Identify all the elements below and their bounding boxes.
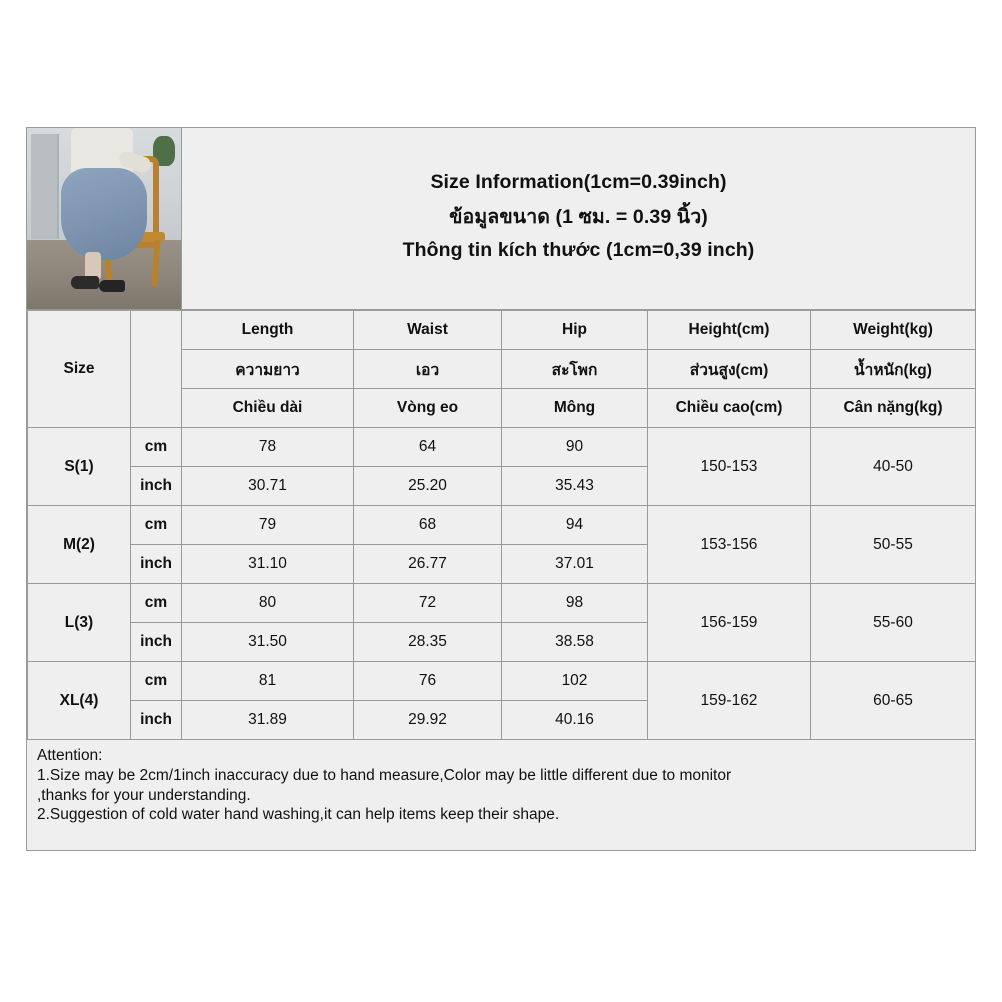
cell-waist-inch-l: 28.35 — [354, 623, 502, 662]
photo-model-shoe-left — [71, 276, 99, 289]
attention-line-1: 1.Size may be 2cm/1inch inaccuracy due to hand measure,Color may be little different due to monitor — [37, 766, 732, 784]
row-unit-cm-s: cm — [131, 428, 182, 467]
size-chart-panel — [26, 127, 976, 851]
cell-waist-cm-m: 68 — [354, 506, 502, 545]
cell-weight-m: 50-55 — [811, 506, 976, 584]
photo-door — [31, 134, 59, 239]
header-height-en: Height(cm) — [648, 311, 811, 350]
cell-hip-inch-m: 37.01 — [502, 545, 648, 584]
row-unit-cm-m: cm — [131, 506, 182, 545]
table-row — [28, 428, 976, 467]
header-row-en — [28, 311, 976, 350]
table-row — [28, 584, 976, 623]
cell-hip-inch-l: 38.58 — [502, 623, 648, 662]
row-size-s: S(1) — [28, 428, 131, 506]
chart-header — [27, 128, 975, 310]
cell-waist-cm-l: 72 — [354, 584, 502, 623]
model-photo — [27, 128, 182, 309]
title-line-th: ข้อมูลขนาด (1 ซม. = 0.39 นิ้ว) — [449, 206, 708, 228]
header-length-th: ความยาว — [182, 350, 354, 389]
header-hip-th: สะโพก — [502, 350, 648, 389]
cell-hip-cm-xl: 102 — [502, 662, 648, 701]
cell-length-cm-xl: 81 — [182, 662, 354, 701]
header-waist-th: เอว — [354, 350, 502, 389]
cell-hip-cm-l: 98 — [502, 584, 648, 623]
cell-weight-xl: 60-65 — [811, 662, 976, 740]
unit-corner-cell — [131, 311, 182, 428]
cell-weight-l: 55-60 — [811, 584, 976, 662]
title-line-vi: Thông tin kích thước (1cm=0,39 inch) — [402, 239, 755, 261]
cell-waist-inch-xl: 29.92 — [354, 701, 502, 740]
header-waist-vi: Vòng eo — [354, 389, 502, 428]
cell-hip-cm-m: 94 — [502, 506, 648, 545]
size-corner-label: Size — [28, 311, 131, 428]
table-row — [28, 662, 976, 701]
cell-length-cm-s: 78 — [182, 428, 354, 467]
row-size-xl: XL(4) — [28, 662, 131, 740]
row-size-l: L(3) — [28, 584, 131, 662]
table-row — [28, 506, 976, 545]
header-weight-th: น้ำหนัก(kg) — [811, 350, 976, 389]
cell-waist-inch-s: 25.20 — [354, 467, 502, 506]
header-length-vi: Chiều dài — [182, 389, 354, 428]
cell-waist-cm-s: 64 — [354, 428, 502, 467]
header-height-th: ส่วนสูง(cm) — [648, 350, 811, 389]
attention-line-2: ,thanks for your understanding. — [37, 786, 251, 804]
cell-height-xl: 159-162 — [648, 662, 811, 740]
header-length-en: Length — [182, 311, 354, 350]
header-weight-en: Weight(kg) — [811, 311, 976, 350]
attention-heading: Attention: — [37, 747, 103, 764]
row-unit-cm-xl: cm — [131, 662, 182, 701]
header-weight-vi: Cân nặng(kg) — [811, 389, 976, 428]
cell-waist-cm-xl: 76 — [354, 662, 502, 701]
cell-waist-inch-m: 26.77 — [354, 545, 502, 584]
row-unit-inch-m: inch — [131, 545, 182, 584]
title-line-en: Size Information(1cm=0.39inch) — [430, 171, 727, 193]
attention-block — [27, 740, 975, 829]
row-unit-cm-l: cm — [131, 584, 182, 623]
row-unit-inch-s: inch — [131, 467, 182, 506]
cell-length-inch-l: 31.50 — [182, 623, 354, 662]
header-hip-en: Hip — [502, 311, 648, 350]
cell-weight-s: 40-50 — [811, 428, 976, 506]
cell-length-cm-m: 79 — [182, 506, 354, 545]
row-unit-inch-l: inch — [131, 623, 182, 662]
header-waist-en: Waist — [354, 311, 502, 350]
attention-line-3: 2.Suggestion of cold water hand washing,it can help items keep their shape. — [37, 806, 560, 824]
chart-title-block — [182, 128, 975, 309]
cell-height-l: 156-159 — [648, 584, 811, 662]
cell-hip-inch-xl: 40.16 — [502, 701, 648, 740]
cell-length-inch-m: 31.10 — [182, 545, 354, 584]
cell-hip-inch-s: 35.43 — [502, 467, 648, 506]
cell-hip-cm-s: 90 — [502, 428, 648, 467]
header-hip-vi: Mông — [502, 389, 648, 428]
header-height-vi: Chiều cao(cm) — [648, 389, 811, 428]
row-unit-inch-xl: inch — [131, 701, 182, 740]
cell-length-inch-s: 30.71 — [182, 467, 354, 506]
photo-model-shoe-right — [99, 280, 125, 292]
row-size-m: M(2) — [28, 506, 131, 584]
cell-length-cm-l: 80 — [182, 584, 354, 623]
cell-length-inch-xl: 31.89 — [182, 701, 354, 740]
cell-height-m: 153-156 — [648, 506, 811, 584]
cell-height-s: 150-153 — [648, 428, 811, 506]
photo-model-skirt — [61, 168, 147, 260]
size-table — [27, 310, 976, 740]
